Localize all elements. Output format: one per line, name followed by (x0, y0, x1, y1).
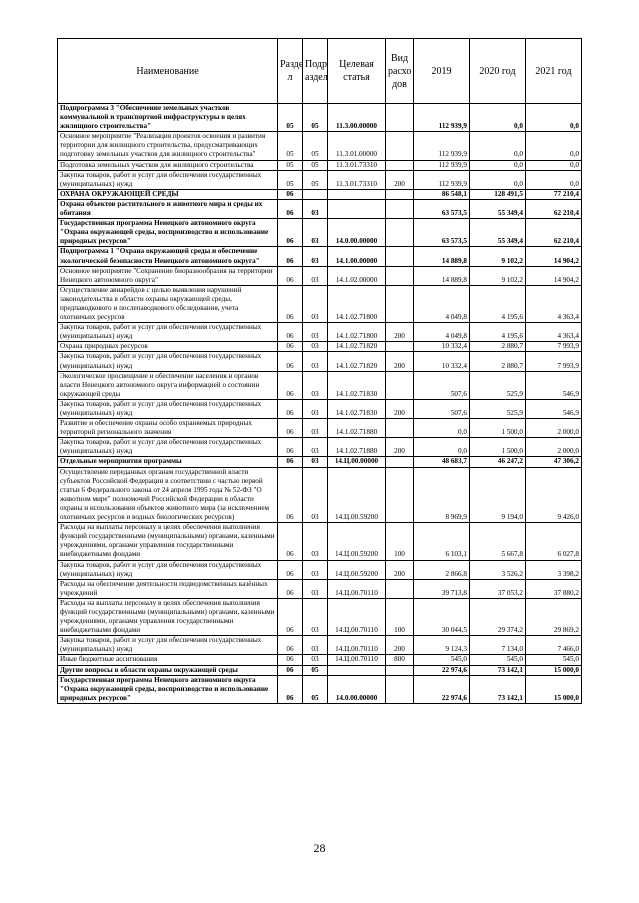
cell-name: Другие вопросы в области охраны окружающей среды (58, 665, 278, 675)
cell-subsection: 03 (303, 438, 328, 457)
header-subsection: Подр аздел (303, 39, 328, 104)
cell-expense-type (386, 665, 414, 675)
cell-2021: 546,9 (526, 371, 582, 399)
cell-section: 06 (278, 266, 303, 285)
cell-2021: 2 000,0 (526, 419, 582, 438)
cell-2020: 525,9 (470, 399, 526, 418)
cell-expense-type: 200 (386, 636, 414, 655)
cell-2019: 14 889,8 (414, 247, 470, 266)
cell-2019: 10 332,4 (414, 352, 470, 371)
cell-section: 06 (278, 199, 303, 218)
table-row (58, 419, 582, 438)
cell-section: 05 (278, 170, 303, 189)
cell-section: 06 (278, 655, 303, 665)
cell-expense-type (386, 132, 414, 160)
table-row (58, 523, 582, 560)
cell-section: 05 (278, 160, 303, 170)
cell-target (328, 189, 386, 199)
cell-subsection: 03 (303, 560, 328, 579)
cell-subsection: 03 (303, 323, 328, 342)
cell-2021: 546,9 (526, 399, 582, 418)
cell-2019: 6 103,1 (414, 523, 470, 560)
table-row (58, 247, 582, 266)
cell-2020: 2 880,7 (470, 342, 526, 352)
cell-section: 06 (278, 342, 303, 352)
cell-section: 06 (278, 457, 303, 467)
cell-expense-type (386, 104, 414, 132)
cell-target: 14.1.02.71880 (328, 419, 386, 438)
cell-target: 14.Ц.00.70110 (328, 655, 386, 665)
table-row (58, 371, 582, 399)
cell-expense-type (386, 285, 414, 322)
cell-subsection: 03 (303, 247, 328, 266)
cell-name: Основное мероприятие "Реализация проектов освоения и развития территории для жилищного строительства, предусматривающих подготовку земельных участков для жилищного строительства" (58, 132, 278, 160)
header-section: Разде л (278, 39, 303, 104)
cell-section: 06 (278, 560, 303, 579)
table-row (58, 199, 582, 218)
cell-2019: 30 044,5 (414, 598, 470, 635)
cell-2021: 62 210,4 (526, 199, 582, 218)
cell-target: 14.Ц.00.59200 (328, 560, 386, 579)
cell-section: 06 (278, 419, 303, 438)
cell-2020: 73 142,1 (470, 675, 526, 703)
table-row (58, 457, 582, 467)
cell-2019: 0,0 (414, 419, 470, 438)
cell-2021: 9 426,0 (526, 467, 582, 523)
cell-target (328, 665, 386, 675)
cell-expense-type: 200 (386, 399, 414, 418)
cell-2020: 525,9 (470, 371, 526, 399)
cell-2020: 0,0 (470, 104, 526, 132)
cell-section: 06 (278, 579, 303, 598)
table-header-row (58, 39, 582, 104)
cell-target: 14.1.02.00000 (328, 266, 386, 285)
cell-target: 14.1.00.00000 (328, 247, 386, 266)
cell-expense-type (386, 371, 414, 399)
table-row (58, 399, 582, 418)
cell-section: 06 (278, 598, 303, 635)
cell-2021: 6 027,8 (526, 523, 582, 560)
cell-2021: 0,0 (526, 104, 582, 132)
table-row (58, 342, 582, 352)
cell-target: 14.Ц.00.59200 (328, 467, 386, 523)
table-row (58, 675, 582, 703)
cell-name: Расходы на обеспечение деятельности подведомственных казённых учреждений (58, 579, 278, 598)
cell-2019: 22 974,6 (414, 675, 470, 703)
cell-2021: 7 466,0 (526, 636, 582, 655)
cell-section: 06 (278, 352, 303, 371)
cell-2019: 8 969,9 (414, 467, 470, 523)
cell-2021: 0,0 (526, 132, 582, 160)
cell-2019: 14 889,8 (414, 266, 470, 285)
cell-subsection: 05 (303, 104, 328, 132)
cell-expense-type (386, 419, 414, 438)
cell-2019: 86 548,1 (414, 189, 470, 199)
cell-expense-type (386, 579, 414, 598)
cell-2020: 5 667,8 (470, 523, 526, 560)
cell-name: Закупка товаров, работ и услуг для обеспечения государственных (муниципальных) нужд (58, 352, 278, 371)
cell-target: 14.1.02.71830 (328, 399, 386, 418)
cell-expense-type: 200 (386, 438, 414, 457)
cell-name: Расходы на выплаты персоналу в целях обеспечения выполнения функций государственными (муниципальными) органами, казенными учреждениями, органами управления государственными внебюджетными фондами (58, 598, 278, 635)
cell-2021: 7 993,9 (526, 352, 582, 371)
cell-target: 14.1.02.71830 (328, 371, 386, 399)
cell-name: Государственная программа Ненецкого автономного округа "Охрана окружающей среды, воспроизводство и использование природных ресурсов" (58, 675, 278, 703)
cell-2020: 46 247,2 (470, 457, 526, 467)
cell-subsection: 03 (303, 467, 328, 523)
cell-subsection: 05 (303, 675, 328, 703)
cell-subsection: 03 (303, 598, 328, 635)
cell-section: 06 (278, 665, 303, 675)
cell-2021: 7 993,9 (526, 342, 582, 352)
cell-2019: 112 939,9 (414, 132, 470, 160)
cell-2020: 9 102,2 (470, 247, 526, 266)
header-target: Целевая статья (328, 39, 386, 104)
cell-subsection: 03 (303, 419, 328, 438)
cell-2021: 37 880,2 (526, 579, 582, 598)
table-row (58, 665, 582, 675)
cell-2021: 29 869,2 (526, 598, 582, 635)
cell-2020: 545,0 (470, 655, 526, 665)
cell-target (328, 199, 386, 218)
cell-2020: 55 349,4 (470, 199, 526, 218)
cell-expense-type: 800 (386, 655, 414, 665)
cell-2019: 22 974,6 (414, 665, 470, 675)
cell-subsection: 03 (303, 199, 328, 218)
cell-2020: 1 500,0 (470, 419, 526, 438)
cell-2020: 0,0 (470, 170, 526, 189)
cell-name: Закупка товаров, работ и услуг для обеспечения государственных (муниципальных) нужд (58, 636, 278, 655)
table-row (58, 655, 582, 665)
cell-subsection: 03 (303, 285, 328, 322)
cell-name: Охрана природных ресурсов (58, 342, 278, 352)
cell-subsection: 03 (303, 523, 328, 560)
cell-expense-type (386, 219, 414, 247)
cell-target: 14.Ц.00.70110 (328, 579, 386, 598)
cell-expense-type (386, 675, 414, 703)
cell-target: 11.3.01.00000 (328, 132, 386, 160)
cell-name: Развитие и обеспечение охраны особо охраняемых природных территорий регионального значения (58, 419, 278, 438)
cell-name: Осуществление авиарейдов с целью выявления нарушений законодательства в области охраны окружающей среды, предпаводкового и послепаводкового обследования, учета охотничьих ресурсов (58, 285, 278, 322)
cell-2021: 4 363,4 (526, 323, 582, 342)
cell-target: 14.1.02.71880 (328, 438, 386, 457)
cell-section: 06 (278, 189, 303, 199)
cell-2021: 15 000,0 (526, 665, 582, 675)
table-row (58, 560, 582, 579)
cell-subsection: 05 (303, 132, 328, 160)
table-row (58, 323, 582, 342)
cell-expense-type (386, 247, 414, 266)
cell-2019: 10 332,4 (414, 342, 470, 352)
cell-expense-type: 100 (386, 523, 414, 560)
table-row (58, 160, 582, 170)
cell-2021: 47 306,2 (526, 457, 582, 467)
cell-section: 05 (278, 104, 303, 132)
cell-2021: 14 904,2 (526, 266, 582, 285)
page-number: 28 (313, 841, 326, 855)
cell-name: Осуществление переданных органам государственной власти субъектов Российской Федерации в соответствии с частью первой статьи 6 Федерального закона от 24 апреля 1995 года № 52-ФЗ "О животном мире" полномочий Российской Федерации в области охраны и использования объектов животного мира (за исключением охотничьих ресурсов и водных биологических ресурсов) (58, 467, 278, 523)
cell-target: 14.Ц.00.00000 (328, 457, 386, 467)
cell-2020: 3 526,2 (470, 560, 526, 579)
cell-name: Государственная программа Ненецкого автономного округа "Охрана окружающей среды, воспроизводство и использование природных ресурсов" (58, 219, 278, 247)
cell-2020: 29 374,2 (470, 598, 526, 635)
budget-table (57, 38, 582, 704)
table-row (58, 189, 582, 199)
header-expense-type: Вид расхо дов (386, 39, 414, 104)
table-row (58, 636, 582, 655)
cell-name: Закупка товаров, работ и услуг для обеспечения государственных (муниципальных) нужд (58, 170, 278, 189)
cell-subsection: 03 (303, 457, 328, 467)
table-row (58, 104, 582, 132)
cell-name: Расходы на выплаты персоналу в целях обеспечения выполнения функций государственными (муниципальными) органами, казенными учреждениями, органами управления государственными внебюджетными фондами (58, 523, 278, 560)
cell-2020: 9 102,2 (470, 266, 526, 285)
cell-subsection: 03 (303, 352, 328, 371)
cell-2021: 0,0 (526, 160, 582, 170)
cell-2019: 2 866,8 (414, 560, 470, 579)
cell-name: Закупка товаров, работ и услуг для обеспечения государственных (муниципальных) нужд (58, 438, 278, 457)
cell-section: 06 (278, 371, 303, 399)
cell-2020: 4 195,6 (470, 323, 526, 342)
cell-subsection: 03 (303, 266, 328, 285)
cell-2020: 73 142,1 (470, 665, 526, 675)
cell-expense-type: 200 (386, 352, 414, 371)
cell-expense-type (386, 266, 414, 285)
cell-section: 06 (278, 636, 303, 655)
table-row (58, 579, 582, 598)
cell-2019: 48 683,7 (414, 457, 470, 467)
cell-subsection: 03 (303, 655, 328, 665)
cell-target: 14.Ц.00.70110 (328, 598, 386, 635)
cell-section: 06 (278, 285, 303, 322)
cell-target: 11.3.00.00000 (328, 104, 386, 132)
cell-target: 14.Ц.00.70110 (328, 636, 386, 655)
cell-2019: 507,6 (414, 371, 470, 399)
cell-name: Подпрограмма 1 "Охрана окружающей среды и обеспечение экологической безопасности Ненецкого автономного округа" (58, 247, 278, 266)
header-2020: 2020 год (470, 39, 526, 104)
cell-2019: 4 049,8 (414, 323, 470, 342)
table-row (58, 170, 582, 189)
cell-section: 06 (278, 675, 303, 703)
cell-2021: 3 398,2 (526, 560, 582, 579)
cell-expense-type: 200 (386, 323, 414, 342)
cell-name: Закупка товаров, работ и услуг для обеспечения государственных (муниципальных) нужд (58, 560, 278, 579)
cell-2019: 0,0 (414, 438, 470, 457)
cell-subsection: 03 (303, 371, 328, 399)
cell-2020: 2 880,7 (470, 352, 526, 371)
header-2019: 2019 (414, 39, 470, 104)
cell-2019: 112 939,9 (414, 160, 470, 170)
cell-expense-type: 200 (386, 170, 414, 189)
table-row (58, 438, 582, 457)
cell-expense-type (386, 342, 414, 352)
cell-subsection: 05 (303, 170, 328, 189)
cell-2020: 128 491,5 (470, 189, 526, 199)
cell-target: 14.1.02.71820 (328, 342, 386, 352)
cell-expense-type (386, 457, 414, 467)
cell-2020: 4 195,6 (470, 285, 526, 322)
table-row (58, 132, 582, 160)
cell-name: Иные бюджетные ассигнования (58, 655, 278, 665)
cell-expense-type (386, 160, 414, 170)
cell-subsection: 05 (303, 160, 328, 170)
cell-2021: 14 904,2 (526, 247, 582, 266)
cell-2019: 63 573,5 (414, 199, 470, 218)
cell-expense-type: 100 (386, 598, 414, 635)
cell-2019: 545,0 (414, 655, 470, 665)
cell-expense-type: 200 (386, 560, 414, 579)
cell-section: 06 (278, 219, 303, 247)
cell-2020: 1 500,0 (470, 438, 526, 457)
cell-subsection: 03 (303, 219, 328, 247)
cell-name: Охрана объектов растительного и животного мира и среды их обитания (58, 199, 278, 218)
cell-target: 14.1.02.71820 (328, 352, 386, 371)
header-2021: 2021 год (526, 39, 582, 104)
cell-target: 14.1.02.71800 (328, 323, 386, 342)
cell-2021: 2 000,0 (526, 438, 582, 457)
cell-name: Закупка товаров, работ и услуг для обеспечения государственных (муниципальных) нужд (58, 399, 278, 418)
cell-name: Отдельные мероприятия программы (58, 457, 278, 467)
cell-target: 14.0.00.00000 (328, 219, 386, 247)
cell-2019: 112 939,9 (414, 104, 470, 132)
table-row (58, 467, 582, 523)
cell-2021: 545,0 (526, 655, 582, 665)
cell-subsection: 03 (303, 636, 328, 655)
cell-subsection: 03 (303, 579, 328, 598)
cell-2019: 39 713,8 (414, 579, 470, 598)
cell-name: Подготовка земельных участков для жилищного строительства (58, 160, 278, 170)
cell-2019: 507,6 (414, 399, 470, 418)
cell-2020: 0,0 (470, 132, 526, 160)
cell-section: 06 (278, 399, 303, 418)
table-row (58, 266, 582, 285)
cell-2020: 37 053,2 (470, 579, 526, 598)
cell-2020: 7 134,0 (470, 636, 526, 655)
table-body (58, 104, 582, 704)
cell-section: 06 (278, 323, 303, 342)
cell-section: 06 (278, 438, 303, 457)
cell-target: 11.3.01.73310 (328, 160, 386, 170)
cell-2021: 77 210,4 (526, 189, 582, 199)
cell-subsection: 03 (303, 399, 328, 418)
cell-section: 06 (278, 247, 303, 266)
cell-2021: 62 210,4 (526, 219, 582, 247)
table-row (58, 352, 582, 371)
cell-target: 14.0.00.00000 (328, 675, 386, 703)
table-row (58, 598, 582, 635)
cell-2019: 112 939,9 (414, 170, 470, 189)
cell-name: Экологическое просвещение и обеспечение населения и органов власти Ненецкого автономного округа информацией о состоянии окружающей среды (58, 371, 278, 399)
cell-2021: 4 363,4 (526, 285, 582, 322)
header-name: Наименование (58, 39, 278, 104)
cell-2020: 9 194,0 (470, 467, 526, 523)
cell-name: ОХРАНА ОКРУЖАЮЩЕЙ СРЕДЫ (58, 189, 278, 199)
cell-expense-type (386, 199, 414, 218)
cell-2021: 15 000,0 (526, 675, 582, 703)
cell-section: 06 (278, 467, 303, 523)
cell-expense-type (386, 467, 414, 523)
cell-target: 14.1.02.71800 (328, 285, 386, 322)
cell-subsection: 05 (303, 665, 328, 675)
cell-2020: 55 349,4 (470, 219, 526, 247)
cell-2019: 9 124,3 (414, 636, 470, 655)
cell-target: 11.3.01.73310 (328, 170, 386, 189)
cell-2020: 0,0 (470, 160, 526, 170)
cell-subsection: 03 (303, 342, 328, 352)
cell-target: 14.Ц.00.59200 (328, 523, 386, 560)
cell-name: Подпрограмма 3 "Обеспечение земельных участков коммунальной и транспортной инфраструктуры в целях жилищного строительства" (58, 104, 278, 132)
cell-subsection (303, 189, 328, 199)
table-row (58, 219, 582, 247)
cell-expense-type (386, 189, 414, 199)
cell-2021: 0,0 (526, 170, 582, 189)
table-row (58, 285, 582, 322)
cell-section: 05 (278, 132, 303, 160)
cell-section: 06 (278, 523, 303, 560)
cell-name: Закупка товаров, работ и услуг для обеспечения государственных (муниципальных) нужд (58, 323, 278, 342)
cell-2019: 63 573,5 (414, 219, 470, 247)
cell-2019: 4 049,8 (414, 285, 470, 322)
budget-table-container (57, 38, 581, 704)
cell-name: Основное мероприятие "Сохранение биоразнообразия на территории Ненецкого автономного округа" (58, 266, 278, 285)
